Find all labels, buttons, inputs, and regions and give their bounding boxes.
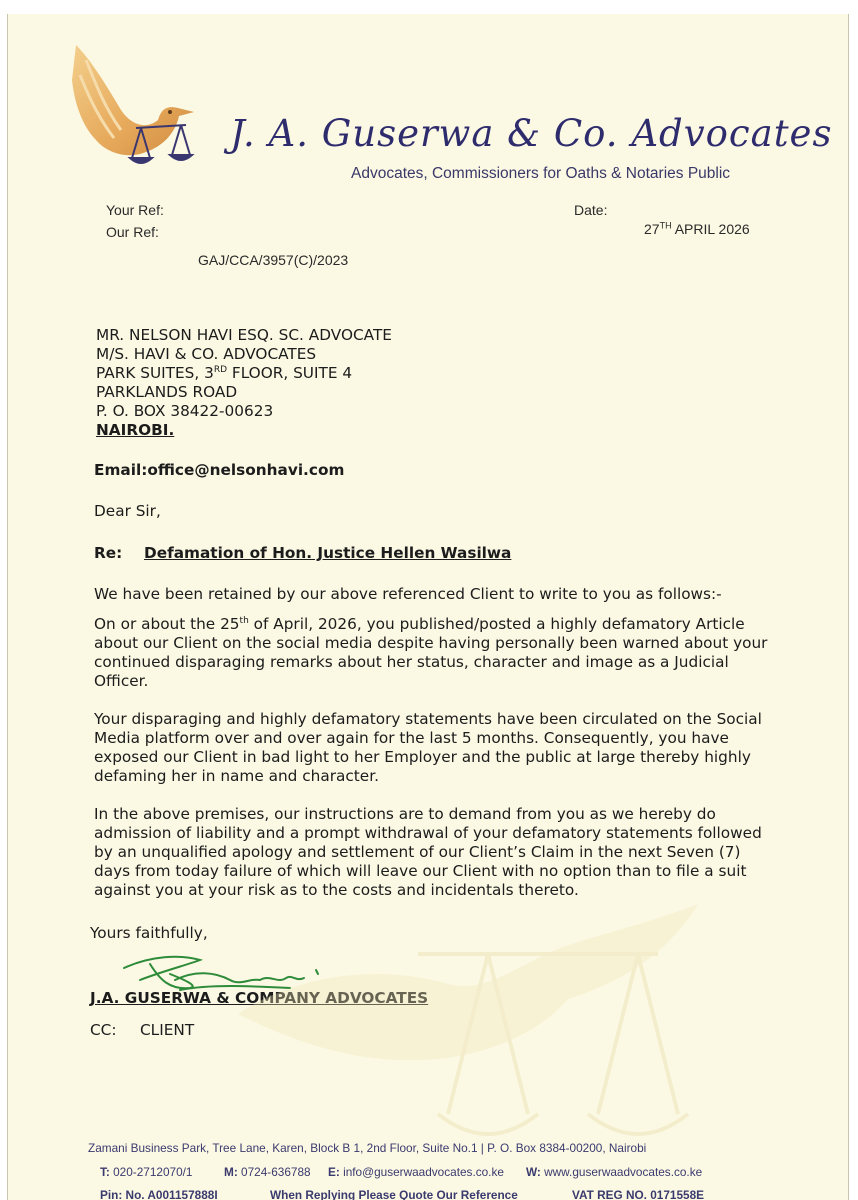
letter-page [8, 14, 848, 1200]
date-label: Date: [574, 202, 608, 218]
paragraph-2: Your disparaging and highly defamatory statements have been circulated on the Social Media platform over and over again for the last 5 months. Consequently, you have exposed our Client in bad light to her Employer and the public at large thereby highly defaming her in name and character. [94, 710, 762, 785]
footer-phone: T: 020-2712070/1 [100, 1165, 193, 1179]
footer-vat: VAT REG NO. 0171558E [572, 1188, 705, 1200]
paragraph-3: In the above premises, our instructions are to demand from you as we hereby do admission of liability and a prompt withdrawal of your defamatory statements followed by an unqualified apology and settlement of our Client’s Claim in the next Seven (7) days from today failure of which will leave our Client with no option than to file a suit against you at your risk as to the costs and incidentals thereto. [94, 805, 762, 899]
addressee-block [96, 326, 392, 440]
addressee-email: Email:office@nelsonhavi.com [94, 461, 345, 479]
addressee-city: NAIROBI. [96, 421, 175, 439]
firm-name: J. A. Guserwa & Co. Advocates [230, 112, 833, 155]
firm-tagline: Advocates, Commissioners for Oaths & Notaries Public [351, 165, 731, 182]
re-subject: Defamation of Hon. Justice Hellen Wasilwa [144, 544, 512, 562]
addressee-line: M/S. HAVI & CO. ADVOCATES [96, 345, 317, 363]
intro-paragraph: We have been retained by our above referenced Client to write to you as follows:- [94, 585, 722, 603]
addressee-line: MR. NELSON HAVI ESQ. SC. ADVOCATE [96, 326, 392, 344]
addressee-line: PARKLANDS ROAD [96, 383, 238, 401]
re-label: Re: [94, 544, 123, 562]
footer-email: E: info@guserwaadvocates.co.ke [328, 1165, 504, 1179]
salutation: Dear Sir, [94, 502, 161, 520]
footer-reply-note: When Replying Please Quote Our Reference [270, 1188, 518, 1200]
our-ref-value: GAJ/CCA/3957(C)/2023 [198, 252, 349, 268]
signatory: J.A. GUSERWA & COMPANY ADVOCATES [90, 989, 429, 1007]
cc-label: CC: [90, 1021, 117, 1039]
letter-date: 27TH APRIL 2026 [644, 220, 750, 237]
footer-mobile: M: 0724-636788 [224, 1165, 311, 1179]
cc-value: CLIENT [140, 1021, 195, 1039]
paragraph-1: On or about the 25th of April, 2026, you published/posted a highly defamatory Article about our Client on the social media despite having personally been warned about your continued disparaging remarks about her status, character and image as a Judicial Officer. [94, 615, 768, 690]
footer-pin: Pin: No. A001157888I [100, 1188, 218, 1200]
footer-website: W: www.guserwaadvocates.co.ke [526, 1165, 703, 1179]
closing: Yours faithfully, [90, 924, 208, 942]
addressee-line: PARK SUITES, 3RD FLOOR, SUITE 4 [96, 364, 353, 382]
your-ref-label: Your Ref: [106, 202, 164, 218]
addressee-line: P. O. BOX 38422-00623 [96, 402, 274, 420]
our-ref-label: Our Ref: [106, 224, 159, 240]
dove-scales-logo [66, 40, 206, 180]
footer-address: Zamani Business Park, Tree Lane, Karen, Block B 1, 2nd Floor, Suite No.1 | P. O. Box 8384-00200, Nairobi [88, 1141, 647, 1155]
